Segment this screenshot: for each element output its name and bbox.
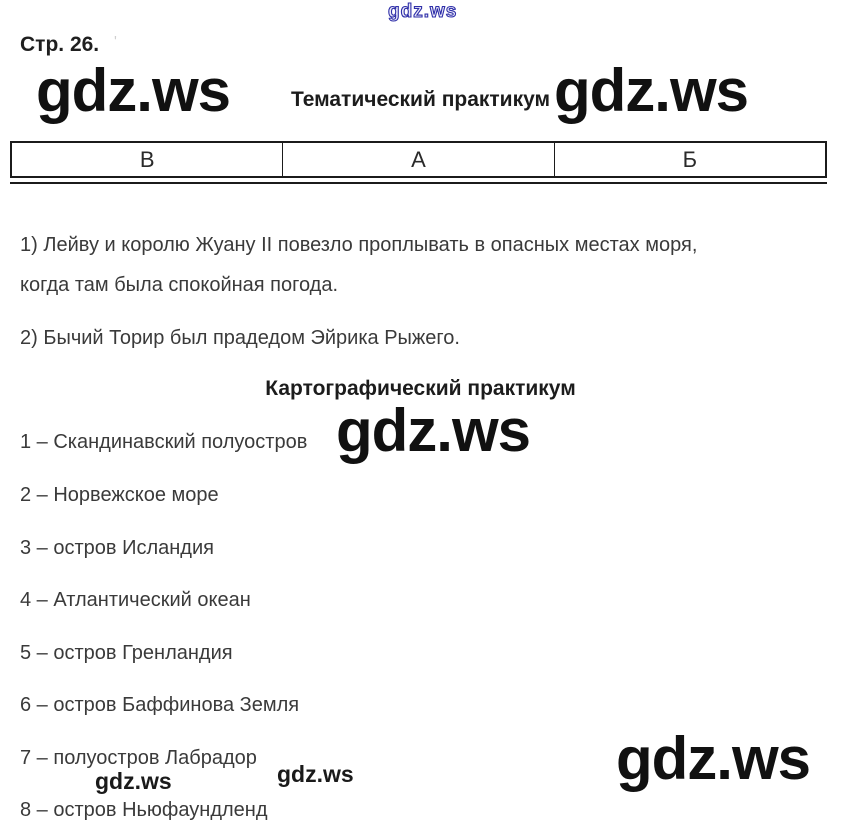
answer-table (10, 141, 827, 178)
watermark-large-left: gdz.ws (36, 57, 231, 124)
map-item-2: 2 – Норвежское море (20, 484, 219, 506)
table-header-a: А (282, 143, 553, 176)
faint-artifact-mark: ' (114, 33, 117, 50)
map-item-1: 1 – Скандинавский полуостров (20, 431, 308, 453)
watermark-top: gdz.ws (388, 1, 458, 22)
map-item-7: 7 – полуостров Лабрадор (20, 747, 257, 769)
watermark-small-center: gdz.ws (277, 761, 354, 787)
table-header-v: В (139, 146, 155, 172)
watermark-large-bottom-right: gdz.ws (616, 725, 811, 792)
cartographic-practicum-title: Картографический практикум (265, 377, 576, 400)
map-item-4: 4 – Атлантический океан (20, 589, 251, 611)
table-header-b: Б (554, 143, 825, 176)
watermark-small-left: gdz.ws (95, 768, 172, 794)
page-title: Стр. 26. (20, 33, 100, 56)
map-item-5: 5 – остров Гренландия (20, 642, 233, 664)
map-item-6: 6 – остров Баффинова Земля (20, 694, 300, 716)
answer-1-line-2: когда там была спокойная погода. (20, 274, 339, 296)
answer-1-line-1: 1) Лейву и королю Жуану II повезло проплывать в опасных местах моря, (20, 234, 698, 256)
watermark-large-middle: gdz.ws (336, 397, 531, 464)
answer-2: 2) Бычий Торир был прадедом Эйрика Рыжего. (20, 327, 460, 349)
watermark-large-right: gdz.ws (554, 57, 749, 124)
map-item-8: 8 – остров Ньюфаундленд (20, 799, 268, 821)
map-item-3: 3 – остров Исландия (20, 537, 214, 559)
horizontal-rule (10, 182, 827, 184)
thematic-practicum-title: Тематический практикум (290, 88, 551, 111)
